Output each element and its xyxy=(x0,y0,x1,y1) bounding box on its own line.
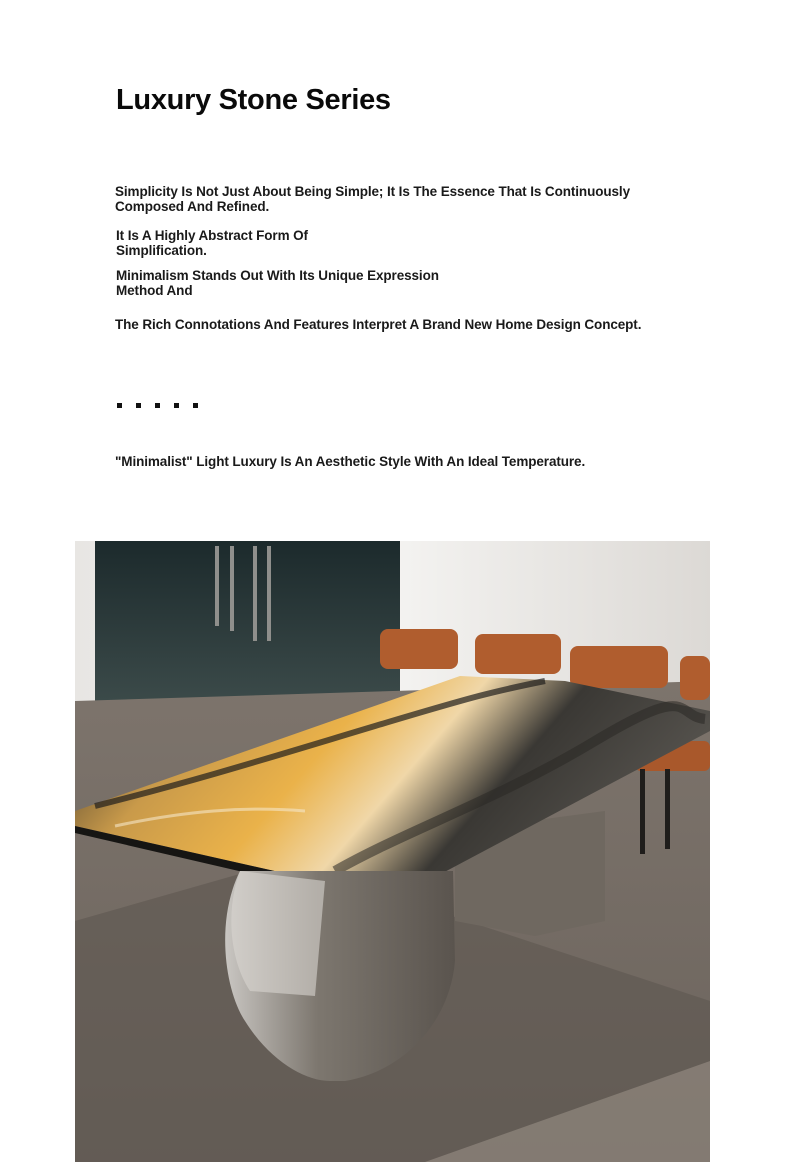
chair xyxy=(680,656,710,700)
product-photo xyxy=(75,541,710,1162)
glass-door xyxy=(95,541,400,716)
dot xyxy=(193,403,198,408)
paragraph-abstract-form: It Is A Highly Abstract Form Of Simplification. xyxy=(116,228,308,258)
dot xyxy=(155,403,160,408)
dot xyxy=(174,403,179,408)
chair xyxy=(570,646,668,688)
dot-separator xyxy=(117,403,198,408)
tagline: "Minimalist" Light Luxury Is An Aesthetic Style With An Ideal Temperature. xyxy=(115,454,586,469)
page-title: Luxury Stone Series xyxy=(116,84,391,116)
paragraph-minimalism: Minimalism Stands Out With Its Unique Expression Method And xyxy=(116,268,439,298)
chair xyxy=(380,629,458,669)
dot xyxy=(117,403,122,408)
chair xyxy=(475,634,561,674)
table-illustration xyxy=(75,541,710,1162)
paragraph-connotations: The Rich Connotations And Features Interpret A Brand New Home Design Concept. xyxy=(115,317,642,332)
paragraph-simplicity: Simplicity Is Not Just About Being Simple; It Is The Essence That Is Continuously Composed And Refined. xyxy=(115,184,630,214)
dot xyxy=(136,403,141,408)
